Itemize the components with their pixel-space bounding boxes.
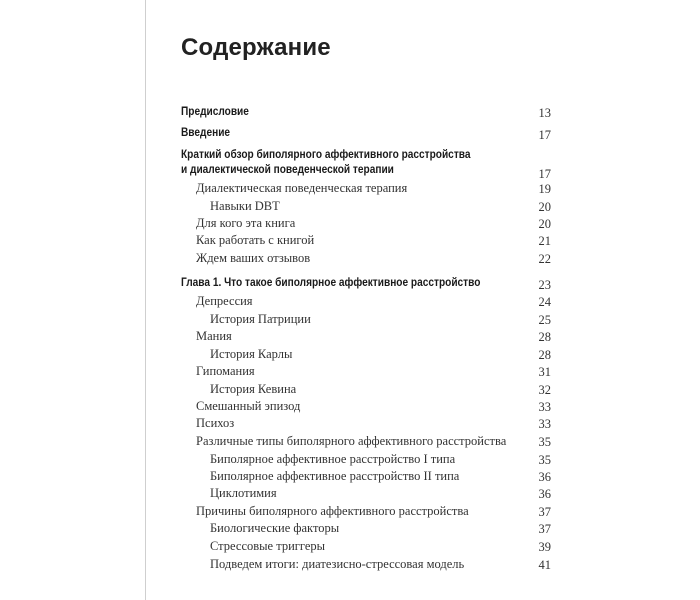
toc-entry-chapter-1: Глава 1. Что такое биполярное аффективное расстройство	[181, 277, 481, 289]
toc-page-number: 33	[538, 400, 551, 414]
toc-entry-dbt: Диалектическая поведенческая терапия	[196, 181, 408, 195]
toc-page-number: 31	[538, 365, 551, 379]
toc-page-number: 35	[538, 453, 551, 467]
toc-page-number: 20	[538, 217, 551, 231]
toc-entry-overview-line2: и диалектической поведенческой терапии	[181, 164, 394, 176]
toc-entry-dbt-skills: Навыки DBT	[210, 199, 280, 213]
toc-page-number: 28	[538, 330, 551, 344]
toc-page-number: 37	[538, 522, 551, 536]
page-title: Содержание	[181, 34, 331, 61]
toc-entry-cyclothymia: Циклотимия	[210, 486, 277, 500]
toc-page-number: 24	[538, 295, 551, 309]
toc-entry-bipolar-1: Биполярное аффективное расстройство I типа	[210, 452, 456, 466]
toc-page-number: 17	[538, 128, 551, 142]
toc-page-number: 33	[538, 417, 551, 431]
toc-page-number: 13	[538, 106, 551, 120]
toc-entry-feedback: Ждем ваших отзывов	[196, 251, 311, 265]
toc-entry-bipolar-2: Биполярное аффективное расстройство II типа	[210, 469, 460, 483]
toc-entry-psychosis: Психоз	[196, 416, 235, 430]
toc-page-number: 20	[538, 200, 551, 214]
toc-page-number: 17	[538, 167, 551, 181]
toc-entry-stress-triggers: Стрессовые триггеры	[210, 539, 326, 553]
toc-page-number: 25	[538, 313, 551, 327]
toc-entry-hypomania: Гипомания	[196, 364, 255, 378]
toc-entry-patricia-story: История Патриции	[210, 312, 311, 326]
toc-entry-kevin-story: История Кевина	[210, 382, 297, 396]
toc-entry-types: Различные типы биполярного аффективного расстройства	[196, 434, 507, 448]
toc-page-number: 36	[538, 470, 551, 484]
toc-page-number: 41	[538, 558, 551, 572]
toc-page-number: 39	[538, 540, 551, 554]
toc-entry-biological-factors: Биологические факторы	[210, 521, 340, 535]
toc-page-number: 35	[538, 435, 551, 449]
toc-entry-mania: Мания	[196, 329, 232, 343]
toc-page-number: 37	[538, 505, 551, 519]
toc-page-number: 28	[538, 348, 551, 362]
toc-entry-summary: Подведем итоги: диатезисно-стрессовая модель	[210, 557, 465, 571]
toc-entry-overview-line1: Краткий обзор биполярного аффективного расстройства	[181, 149, 471, 161]
page-edge-line	[145, 0, 146, 600]
toc-entry-introduction: Введение	[181, 127, 231, 139]
toc-entry-causes: Причины биполярного аффективного расстройства	[196, 504, 469, 518]
toc-entry-mixed-episode: Смешанный эпизод	[196, 399, 301, 413]
toc-entry-how-to-use: Как работать с книгой	[196, 233, 315, 247]
toc-page-number: 21	[538, 234, 551, 248]
toc-entry-audience: Для кого эта книга	[196, 216, 296, 230]
toc-page-number: 19	[538, 182, 551, 196]
toc-entry-preface: Предисловие	[181, 106, 249, 118]
toc-page-number: 23	[538, 278, 551, 292]
toc-entry-depression: Депрессия	[196, 294, 253, 308]
toc-page-number: 36	[538, 487, 551, 501]
toc-page-number: 22	[538, 252, 551, 266]
toc-entry-karla-story: История Карлы	[210, 347, 293, 361]
toc-page-number: 32	[538, 383, 551, 397]
